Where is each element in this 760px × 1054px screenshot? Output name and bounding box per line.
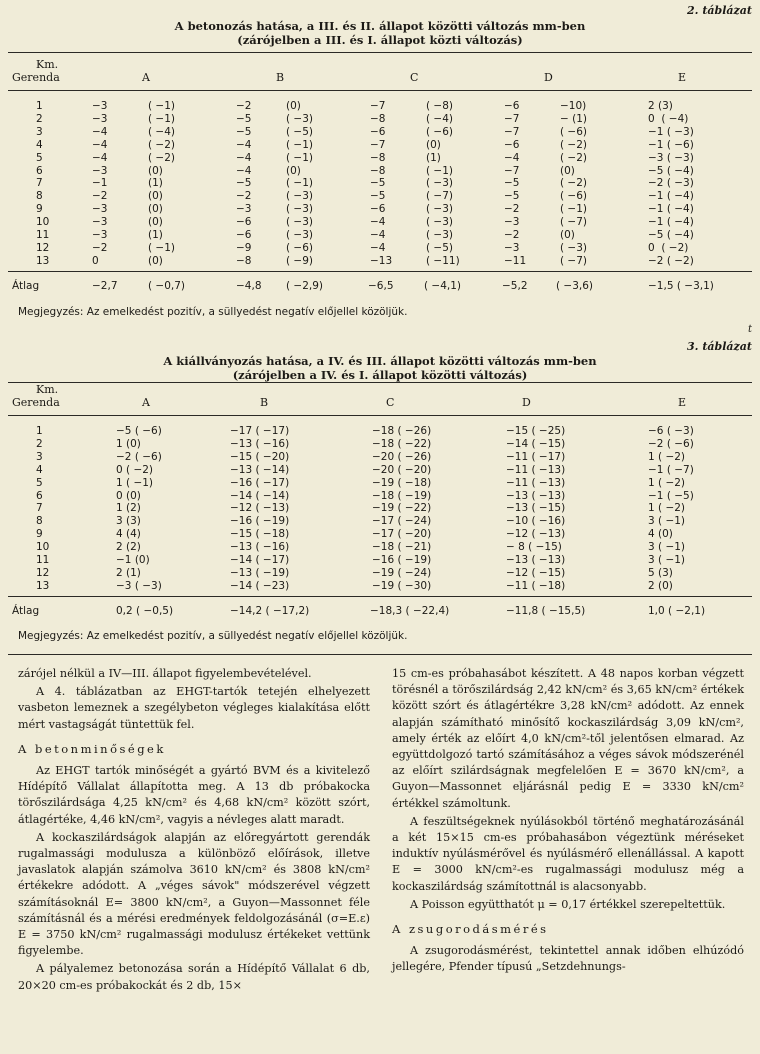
table3-cell: −11 ( −18) (506, 579, 566, 592)
table3-cell: 3 ( −1) (648, 541, 686, 554)
table2-cell: ( −8) (426, 100, 454, 112)
table2-cell: (1) (148, 229, 163, 241)
table3-cell: −15 ( −25) (506, 425, 566, 437)
table3-cell: 1 ( −2) (648, 476, 686, 489)
table2-avg-cell: −4,8 (236, 280, 262, 292)
table2-cell: ( −1) (148, 241, 176, 254)
table2-row-number: 13 (36, 254, 50, 267)
table2-cell: (1) (426, 151, 441, 164)
table2-cell: −3 ( −3) (648, 151, 694, 164)
table3-cell: 2 (1) (116, 566, 141, 579)
table2-cell: −2 ( −2) (648, 254, 694, 267)
table3-row (8, 464, 752, 477)
table2-avg-cell: ( −3,6) (556, 280, 594, 292)
table2-title: A betonozás hatása, a III. és II. állapot közötti változás mm-ben (174, 19, 586, 33)
table3-cell: 1 ( −2) (648, 450, 686, 463)
table2-avg-cell: −1,5 ( −3,1) (648, 280, 714, 292)
table3-row-number: 11 (36, 554, 50, 566)
table3-row (8, 438, 752, 451)
table2-avg-cell: −6,5 (368, 280, 394, 292)
table3-row (8, 490, 752, 503)
table3-cell: −1 (0) (116, 554, 150, 566)
table2-cell: (0) (560, 229, 575, 241)
table3-avg-row (8, 605, 752, 618)
table3-header-gerenda: Gerenda (12, 396, 60, 409)
table2-cell: ( −1) (286, 151, 314, 164)
table3-cell: −11 ( −13) (506, 463, 566, 476)
table3-row-number: 9 (36, 528, 43, 541)
right-column (392, 666, 744, 978)
table2-cell: −4 (236, 138, 252, 151)
table3-bottom-rule (8, 654, 752, 655)
table2-cell: −4 (236, 164, 252, 177)
table3-cell: −13 ( −19) (230, 566, 290, 579)
table2-cell: −3 (92, 112, 108, 125)
table2-row-number: 8 (36, 190, 43, 203)
table3-cell: −1 ( −5) (648, 489, 694, 502)
table3-cell: 1 ( −2) (648, 502, 686, 515)
table2-avg-cell: ( −2,9) (286, 280, 324, 292)
table2-cell: −1 ( −4) (648, 203, 694, 216)
table3-row (8, 502, 752, 515)
table2-cell: −9 (236, 241, 252, 254)
table3-col-d: D (522, 396, 531, 409)
table3-cell: −17 ( −24) (372, 515, 432, 528)
table3-avg-cell: 0,2 ( −0,5) (116, 605, 174, 617)
table2-cell: ( −2) (148, 138, 176, 151)
table3-cell: − 8 ( −15) (506, 541, 562, 554)
table3-cell: 2 (2) (116, 541, 141, 554)
table3-cell: −15 ( −20) (230, 450, 290, 463)
table2-cell: −3 (92, 216, 108, 229)
table2-cell: −6 (236, 229, 252, 241)
table2-cell: −6 (504, 100, 520, 112)
table3-cell: 0 ( −2) (116, 463, 154, 476)
table2-cell: −2 (504, 203, 520, 216)
table2-avg-row (8, 280, 752, 293)
table2-cell: −8 (370, 151, 386, 164)
table3-row-number: 12 (36, 566, 50, 579)
table3-cell: 0 (0) (116, 489, 141, 502)
table3-col-a: A (142, 396, 150, 409)
table2-cell: − (1) (560, 112, 588, 125)
table3-avg-cell: −18,3 ( −22,4) (370, 605, 450, 617)
table2-header-km: Km. (36, 58, 59, 71)
table2-cell: −1 (92, 177, 108, 190)
table2-cell: ( −11) (426, 254, 460, 267)
table3-cell: −19 ( −18) (372, 476, 432, 489)
table2-top-rule (8, 52, 752, 53)
table2-row-number: 5 (36, 151, 43, 164)
table2-row-number: 1 (36, 100, 43, 112)
table3-header-rule (8, 415, 752, 416)
table2-cell: −3 (92, 229, 108, 241)
table3-cell: −13 ( −16) (230, 541, 290, 554)
table2-row (8, 190, 752, 203)
table3-cell: 3 (3) (116, 515, 141, 528)
table3-cell: −10 ( −16) (506, 515, 566, 528)
table3-col-b: B (260, 396, 269, 409)
table2-cell: ( −7) (426, 190, 454, 203)
table2-cell: −4 (370, 216, 386, 229)
table2-cell: ( −3) (286, 229, 314, 241)
margin-mark: t (747, 324, 752, 335)
table2-cell: −4 (236, 151, 252, 164)
table2-cell: ( −6) (286, 241, 314, 254)
table3-row (8, 567, 752, 580)
table2-subtitle: (zárójelben a III. és I. állapot közti változás) (237, 33, 523, 47)
table3-cell: −13 ( −14) (230, 463, 290, 476)
table2-cell: ( −5) (426, 241, 454, 254)
table3-cell: −3 ( −3) (116, 579, 162, 592)
table2-cell: (0) (560, 164, 575, 177)
table3-row-number: 1 (36, 425, 43, 437)
table2-col-d: D (544, 71, 553, 84)
table2-cell: 2 (3) (648, 100, 673, 112)
table2-cell: −2 (236, 100, 252, 112)
table2-cell: −5 (504, 190, 520, 203)
left-paragraph: A kockaszilárdságok alapján az előregyártott gerendák rugalmassági modulusza a különböző előírások, illetve javaslatok alapján számolva 3610 kN/cm² és 3808 kN/cm² értékekre adódott. A „véges sávok" módszerével végzett számításoknál E= 3800 kN/cm², a Guyon—Massonnet féle számításnál és a mérési eredmények feldolgozásánál (σ=E.ε) E = 3750 kN/cm² rugalmassági modulusz értékeket vettünk figyelembe. (18, 830, 370, 958)
table2-cell: −8 (236, 254, 252, 267)
table2-cell: −5 (236, 125, 252, 138)
table2-row-number: 10 (36, 216, 50, 229)
table2-cell: −8 (370, 164, 386, 177)
table2-cell: −2 (92, 241, 108, 254)
table2-row-number: 7 (36, 177, 43, 190)
table2-cell: −4 (92, 125, 108, 138)
table2-cell: −7 (504, 112, 520, 125)
table2-cell: (0) (286, 100, 301, 112)
table3-cell: −14 ( −23) (230, 579, 290, 592)
table3-cell: −14 ( −15) (506, 437, 566, 450)
table3-cell: −18 ( −26) (372, 425, 432, 437)
left-paragraph: A pályalemez betonozása során a Hídépítő Vállalat 6 db, 20×20 cm-es próbakockát és 2 db, 15× (18, 962, 370, 992)
table2-col-e: E (678, 71, 687, 84)
table3-label: 3. táblázat (687, 340, 752, 353)
table2-cell: −1 ( −4) (648, 190, 694, 203)
table3-cell: −11 ( −13) (506, 476, 566, 489)
table2-label: 2. táblázat (687, 4, 752, 17)
table2-cell: −5 ( −4) (648, 229, 694, 241)
table3-cell: −11 ( −17) (506, 450, 566, 463)
table2-avg-label: Átlag (12, 280, 40, 292)
left-paragraph: zárójel nélkül a IV—III. állapot figyelembevételével. (18, 667, 312, 680)
table3-cell: 2 (0) (648, 579, 673, 592)
table2-cell: ( −3) (286, 203, 314, 216)
table2-row (8, 177, 752, 190)
table2-row (8, 126, 752, 139)
table3-avg-cell: 1,0 ( −2,1) (648, 605, 706, 617)
table2-cell: ( −3) (426, 216, 454, 229)
table2-cell: 0 ( −2) (648, 241, 689, 254)
table3-cell: 1 ( −1) (116, 476, 154, 489)
table3-row-number: 3 (36, 450, 43, 463)
table3-cell: −13 ( −13) (506, 489, 566, 502)
table3-row (8, 425, 752, 438)
table2-row-number: 3 (36, 125, 43, 138)
table2-col-b: B (276, 71, 285, 84)
table2-cell: ( −1) (286, 138, 314, 151)
table2-cell: (0) (148, 190, 163, 203)
table3-row (8, 477, 752, 490)
table2-cell: −11 (504, 254, 527, 267)
table3-avg-cell: −14,2 ( −17,2) (230, 605, 310, 617)
section-heading-zsugorodasmeres: A zsugorodásmérés (392, 922, 549, 937)
table3-row-number: 8 (36, 515, 43, 528)
table2-row-number: 12 (36, 241, 50, 254)
table3-cell: −18 ( −22) (372, 437, 432, 450)
table3-header-row-2 (8, 396, 752, 409)
table2-row (8, 255, 752, 268)
table2-cell: ( −1) (426, 164, 454, 177)
table3-cell: −17 ( −17) (230, 425, 290, 437)
table2-cell: (0) (148, 216, 163, 229)
table2-avg-cell: ( −4,1) (424, 280, 462, 292)
table2-cell: −5 (236, 177, 252, 190)
table2-cell: −7 (504, 164, 520, 177)
table2-avg-cell: −2,7 (92, 280, 118, 292)
table2-cell: ( −4) (148, 125, 176, 138)
table2-row (8, 100, 752, 113)
table2-cell: ( −6) (426, 125, 454, 138)
table2-cell: −1 ( −4) (648, 216, 694, 229)
table3-cell: −20 ( −26) (372, 450, 432, 463)
table2-cell: (0) (148, 203, 163, 216)
table2-cell: −8 (370, 112, 386, 125)
table2-cell: −6 (370, 125, 386, 138)
right-paragraph: A zsugorodásmérést, tekintettel annak időben elhúzódó jellegére, Pfender típusú „Setzdehnungs- (392, 944, 744, 974)
right-paragraph: A feszültségeknek nyúlásokból történő meghatározásánál a két 15×15 cm-es próbahasábon végeztünk méréseket induktív nyúlásmérővel és nyúlásmérő ellenállással. A kapott E = 3000 kN/cm²-es rugalmassági modulusz még a kockaszilárdság számítottnál is alacsonyabb. (392, 814, 744, 893)
table3-avg-cell: −11,8 ( −15,5) (506, 605, 586, 617)
table2-cell: ( −3) (286, 112, 314, 125)
table2-cell: −6 (370, 203, 386, 216)
table3-cell: −2 ( −6) (116, 450, 162, 463)
table3-title: A kiállványozás hatása, a IV. és III. állapot közötti változás mm-ben (163, 354, 597, 368)
table2-header-row-2 (8, 71, 752, 84)
right-paragraph: 15 cm-es próbahasábot készített. A 48 napos korban végzett törésnél a törőszilárdság 2,42 kN/cm² és 3,65 kN/cm² értékek között szórt és átlagértékre 3,28 kN/cm² adódott. Az ennek alapján számítható minősítő kockaszilárdság 3,09 kN/cm², amely érték az előírt 4,0 kN/cm²-től jelentősen elmarad. Az együttdolgozó tartó számításához a véges sávok módszerénél az előírt szilárdságnak megfelelően E = 3670 kN/cm², a Guyon—Massonnet eljárásnál pedig E = 3330 kN/cm² értékkel számoltunk. (392, 667, 744, 810)
table2-col-c: C (410, 71, 419, 84)
table2-cell: ( −3) (560, 241, 588, 254)
table3-col-c: C (386, 396, 395, 409)
table2-row (8, 203, 752, 216)
table2-cell: ( −2) (560, 138, 588, 151)
table3-cell: −15 ( −18) (230, 528, 290, 541)
table3-cell: −17 ( −20) (372, 528, 432, 541)
table3-header-km: Km. (36, 383, 59, 396)
table2-cell: −4 (92, 151, 108, 164)
table3-cell: −19 ( −24) (372, 566, 432, 579)
table3-row (8, 541, 752, 554)
table3-cell: −16 ( −19) (230, 515, 290, 528)
table2-cell: −2 (92, 190, 108, 203)
table2-cell: ( −3) (426, 203, 454, 216)
table3-row (8, 528, 752, 541)
table2-cell: ( −6) (560, 125, 588, 138)
table3-row-number: 6 (36, 489, 43, 502)
table2-row-number: 4 (36, 138, 43, 151)
table2-cell: 0 ( −4) (648, 112, 689, 125)
table2-cell: ( −1) (148, 100, 176, 112)
table3-header-row (8, 383, 752, 396)
table2-header-row (8, 58, 752, 71)
table3-cell: −12 ( −15) (506, 566, 566, 579)
table2-row (8, 229, 752, 242)
table3-cell: −5 ( −6) (116, 425, 162, 437)
table3-cell: −13 ( −13) (506, 554, 566, 566)
table3-cell: −16 ( −19) (372, 554, 432, 566)
table2-cell: −4 (504, 151, 520, 164)
table2-cell: ( −3) (286, 216, 314, 229)
table2-avg-cell: −5,2 (502, 280, 528, 292)
table2-cell: −2 (504, 229, 520, 241)
table3-avg-label: Átlag (12, 605, 40, 617)
table2-cell: ( −2) (560, 151, 588, 164)
table2-row (8, 113, 752, 126)
table2-cell: −3 (504, 241, 520, 254)
table3-cell: −18 ( −19) (372, 489, 432, 502)
table3-cell: 4 (4) (116, 528, 141, 541)
table3-cell: −19 ( −30) (372, 579, 432, 592)
table2-row (8, 216, 752, 229)
table3-row-number: 10 (36, 541, 50, 554)
table2-cell: ( −7) (560, 254, 588, 267)
table3-cell: −1 ( −7) (648, 463, 694, 476)
table2-row-number: 11 (36, 229, 50, 241)
table2-cell: 0 (92, 254, 99, 267)
table2-cell: ( −5) (286, 125, 314, 138)
table3-row (8, 554, 752, 567)
table2-cell: −3 (92, 203, 108, 216)
table2-cell: ( −3) (426, 229, 454, 241)
table2-row (8, 139, 752, 152)
table2-cell: −1 ( −3) (648, 125, 694, 138)
table2-cell: ( −2) (560, 177, 588, 190)
table2-cell: ( −3) (426, 177, 454, 190)
table3-cell: −6 ( −3) (648, 425, 694, 437)
table3-cell: −18 ( −21) (372, 541, 432, 554)
table2-cell: −7 (504, 125, 520, 138)
table3-row-number: 7 (36, 502, 43, 515)
table3-row (8, 451, 752, 464)
table2-avg-rule (8, 271, 752, 272)
table3-cell: −14 ( −17) (230, 554, 290, 566)
table3-cell: 4 (0) (648, 528, 673, 541)
table2-cell: ( −4) (426, 112, 454, 125)
section-heading-betonminosegek: A betonminőségek (18, 741, 166, 756)
table3-cell: −2 ( −6) (648, 437, 694, 450)
table2-cell: −4 (92, 138, 108, 151)
table2-note: Megjegyzés: Az emelkedést pozitív, a süllyedést negatív előjellel közöljük. (18, 306, 408, 318)
table2-header-rule (8, 90, 752, 91)
table2-cell: (0) (148, 254, 163, 267)
table3-avg-rule (8, 596, 752, 597)
table2-header-gerenda: Gerenda (12, 71, 60, 84)
table2-cell: −1 ( −6) (648, 138, 694, 151)
table3-subtitle: (zárójelben a IV. és I. állapot közötti változás) (232, 368, 528, 382)
table2-cell: −3 (92, 164, 108, 177)
table2-row-number: 9 (36, 203, 43, 216)
table2-cell: −3 (236, 203, 252, 216)
table3-row-number: 13 (36, 579, 50, 592)
table2-row (8, 165, 752, 178)
table2-col-a: A (142, 71, 150, 84)
left-column (18, 666, 370, 996)
table3-row (8, 515, 752, 528)
table2-cell: −3 (504, 216, 520, 229)
table3-row-number: 2 (36, 437, 43, 450)
table3-note: Megjegyzés: Az emelkedést pozitív, a süllyedést negatív előjellel közöljük. (18, 630, 408, 642)
table3-col-e: E (678, 396, 687, 409)
table2-row (8, 242, 752, 255)
table2-cell: ( −1) (286, 177, 314, 190)
table2-cell: ( −9) (286, 254, 314, 267)
table3-cell: −14 ( −14) (230, 489, 290, 502)
table2-cell: (0) (148, 164, 163, 177)
table2-cell: ( −7) (560, 216, 588, 229)
table3-cell: −12 ( −13) (230, 502, 290, 515)
table2-cell: −13 (370, 254, 393, 267)
left-paragraph: Az EHGT tartók minőségét a gyártó BVM és a kivitelező Hídépítő Vállalat állapította meg. A 13 db próbakocka törőszilárdsága 4,25 kN/cm² és 4,68 kN/cm² között szórt, átlagértéke, 4,46 kN/cm², vagyis a névleges alatt maradt. (18, 764, 370, 826)
right-paragraph: A Poisson együtthatót μ = 0,17 értékkel szerepeltettük. (410, 897, 726, 911)
table3-row-number: 5 (36, 476, 43, 489)
table2-cell: −7 (370, 138, 386, 151)
table2-row-number: 6 (36, 164, 43, 177)
table2-cell: ( −1) (148, 112, 176, 125)
table2-cell: (0) (286, 164, 301, 177)
table3-cell: 5 (3) (648, 566, 673, 579)
table2-cell: ( −1) (560, 203, 588, 216)
table3-row (8, 580, 752, 593)
table2-avg-cell: ( −0,7) (148, 280, 186, 292)
table2-cell: (0) (426, 138, 441, 151)
table3-row-number: 4 (36, 463, 43, 476)
table2-cell: ( −6) (560, 190, 588, 203)
table3-cell: 3 ( −1) (648, 515, 686, 528)
table2-cell: ( −2) (148, 151, 176, 164)
table2-cell: −4 (370, 229, 386, 241)
table2-row-number: 2 (36, 112, 43, 125)
table2-cell: −6 (236, 216, 252, 229)
table2-cell: −2 ( −3) (648, 177, 694, 190)
table3-cell: −16 ( −17) (230, 476, 290, 489)
table3-cell: −13 ( −16) (230, 437, 290, 450)
table2-cell: −6 (504, 138, 520, 151)
table2-cell: −2 (236, 190, 252, 203)
table2-cell: ( −3) (286, 190, 314, 203)
table3-cell: −13 ( −15) (506, 502, 566, 515)
table2-cell: −7 (370, 100, 386, 112)
table2-cell: −5 (236, 112, 252, 125)
table2-cell: −5 (504, 177, 520, 190)
table2-row (8, 152, 752, 165)
table2-cell: −4 (370, 241, 386, 254)
table2-cell: −3 (92, 100, 108, 112)
table2-cell: −10) (560, 100, 587, 112)
table2-cell: (1) (148, 177, 163, 190)
left-paragraph: A 4. táblázatban az EHGT-tartók tetején elhelyezett vasbeton lemeznek a szegélybeton végleges kialakítása előtt mért vastagságát tüntettük fel. (18, 685, 370, 731)
table3-cell: 1 (2) (116, 502, 141, 515)
table2-cell: −5 (370, 177, 386, 190)
table2-cell: −5 ( −4) (648, 164, 694, 177)
table3-cell: −19 ( −22) (372, 502, 432, 515)
table3-cell: 1 (0) (116, 437, 141, 450)
table3-cell: −20 ( −20) (372, 463, 432, 476)
table2-cell: −5 (370, 190, 386, 203)
table3-cell: −12 ( −13) (506, 528, 566, 541)
table3-cell: 3 ( −1) (648, 554, 686, 566)
